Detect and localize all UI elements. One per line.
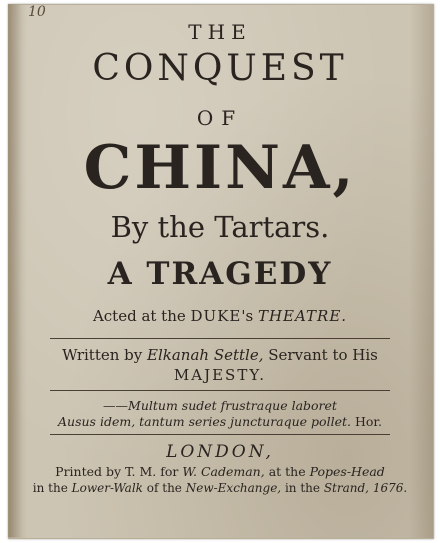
author-suffix: Servant to His (268, 346, 378, 364)
imprint-sign: Popes-Head (309, 464, 385, 479)
acted-at-line (0, 307, 440, 325)
imprint-new-exchange: New-Exchange, (185, 481, 282, 495)
author-majesty: MAJESTY. (173, 366, 267, 384)
imprint-strand: Strand, (323, 481, 369, 495)
title-of: OF (196, 106, 244, 130)
acted-prefix: Acted at the (92, 307, 186, 325)
motto-line-1: ——Multum sudet frustraque laboret (103, 398, 337, 413)
title-conquest: CONQUEST (92, 48, 348, 89)
motto-line-2 (0, 414, 440, 429)
corner-mark: 10 (28, 4, 46, 20)
motto-source: Hor. (354, 414, 382, 429)
imprint-in-the: in the (32, 481, 68, 495)
author-prefix: Written by (62, 346, 143, 364)
imprint-line-1 (0, 464, 440, 479)
divider-rule (50, 390, 390, 391)
title-china: CHINA, (83, 133, 357, 203)
imprint-lower-walk: Lower-Walk (71, 481, 143, 495)
acted-possessive: 's (241, 307, 254, 325)
imprint-in-the-2: in the (284, 481, 320, 495)
divider-rule (50, 338, 390, 339)
title-the: THE (188, 20, 252, 44)
motto-text: Ausus idem, tantum series juncturaque pollet. (58, 414, 351, 429)
acted-theatre: THEATRE. (257, 307, 348, 325)
author-name: Elkanah Settle, (147, 346, 264, 364)
acted-duke: DUKE (190, 307, 242, 325)
imprint-city: LONDON, (166, 442, 274, 462)
imprint-of-the: of the (146, 481, 182, 495)
imprint-line-2 (0, 481, 440, 495)
imprint-at-the: at the (268, 464, 306, 479)
imprint-year: 1676. (372, 481, 408, 495)
divider-rule (50, 434, 390, 435)
author-line (0, 346, 440, 364)
imprint-publisher: W. Cademan, (182, 464, 265, 479)
imprint-printed-by: Printed by T. M. for (55, 464, 179, 479)
title-by-the-tartars: By the Tartars. (110, 210, 330, 244)
genre-heading: A TRAGEDY (107, 256, 333, 292)
